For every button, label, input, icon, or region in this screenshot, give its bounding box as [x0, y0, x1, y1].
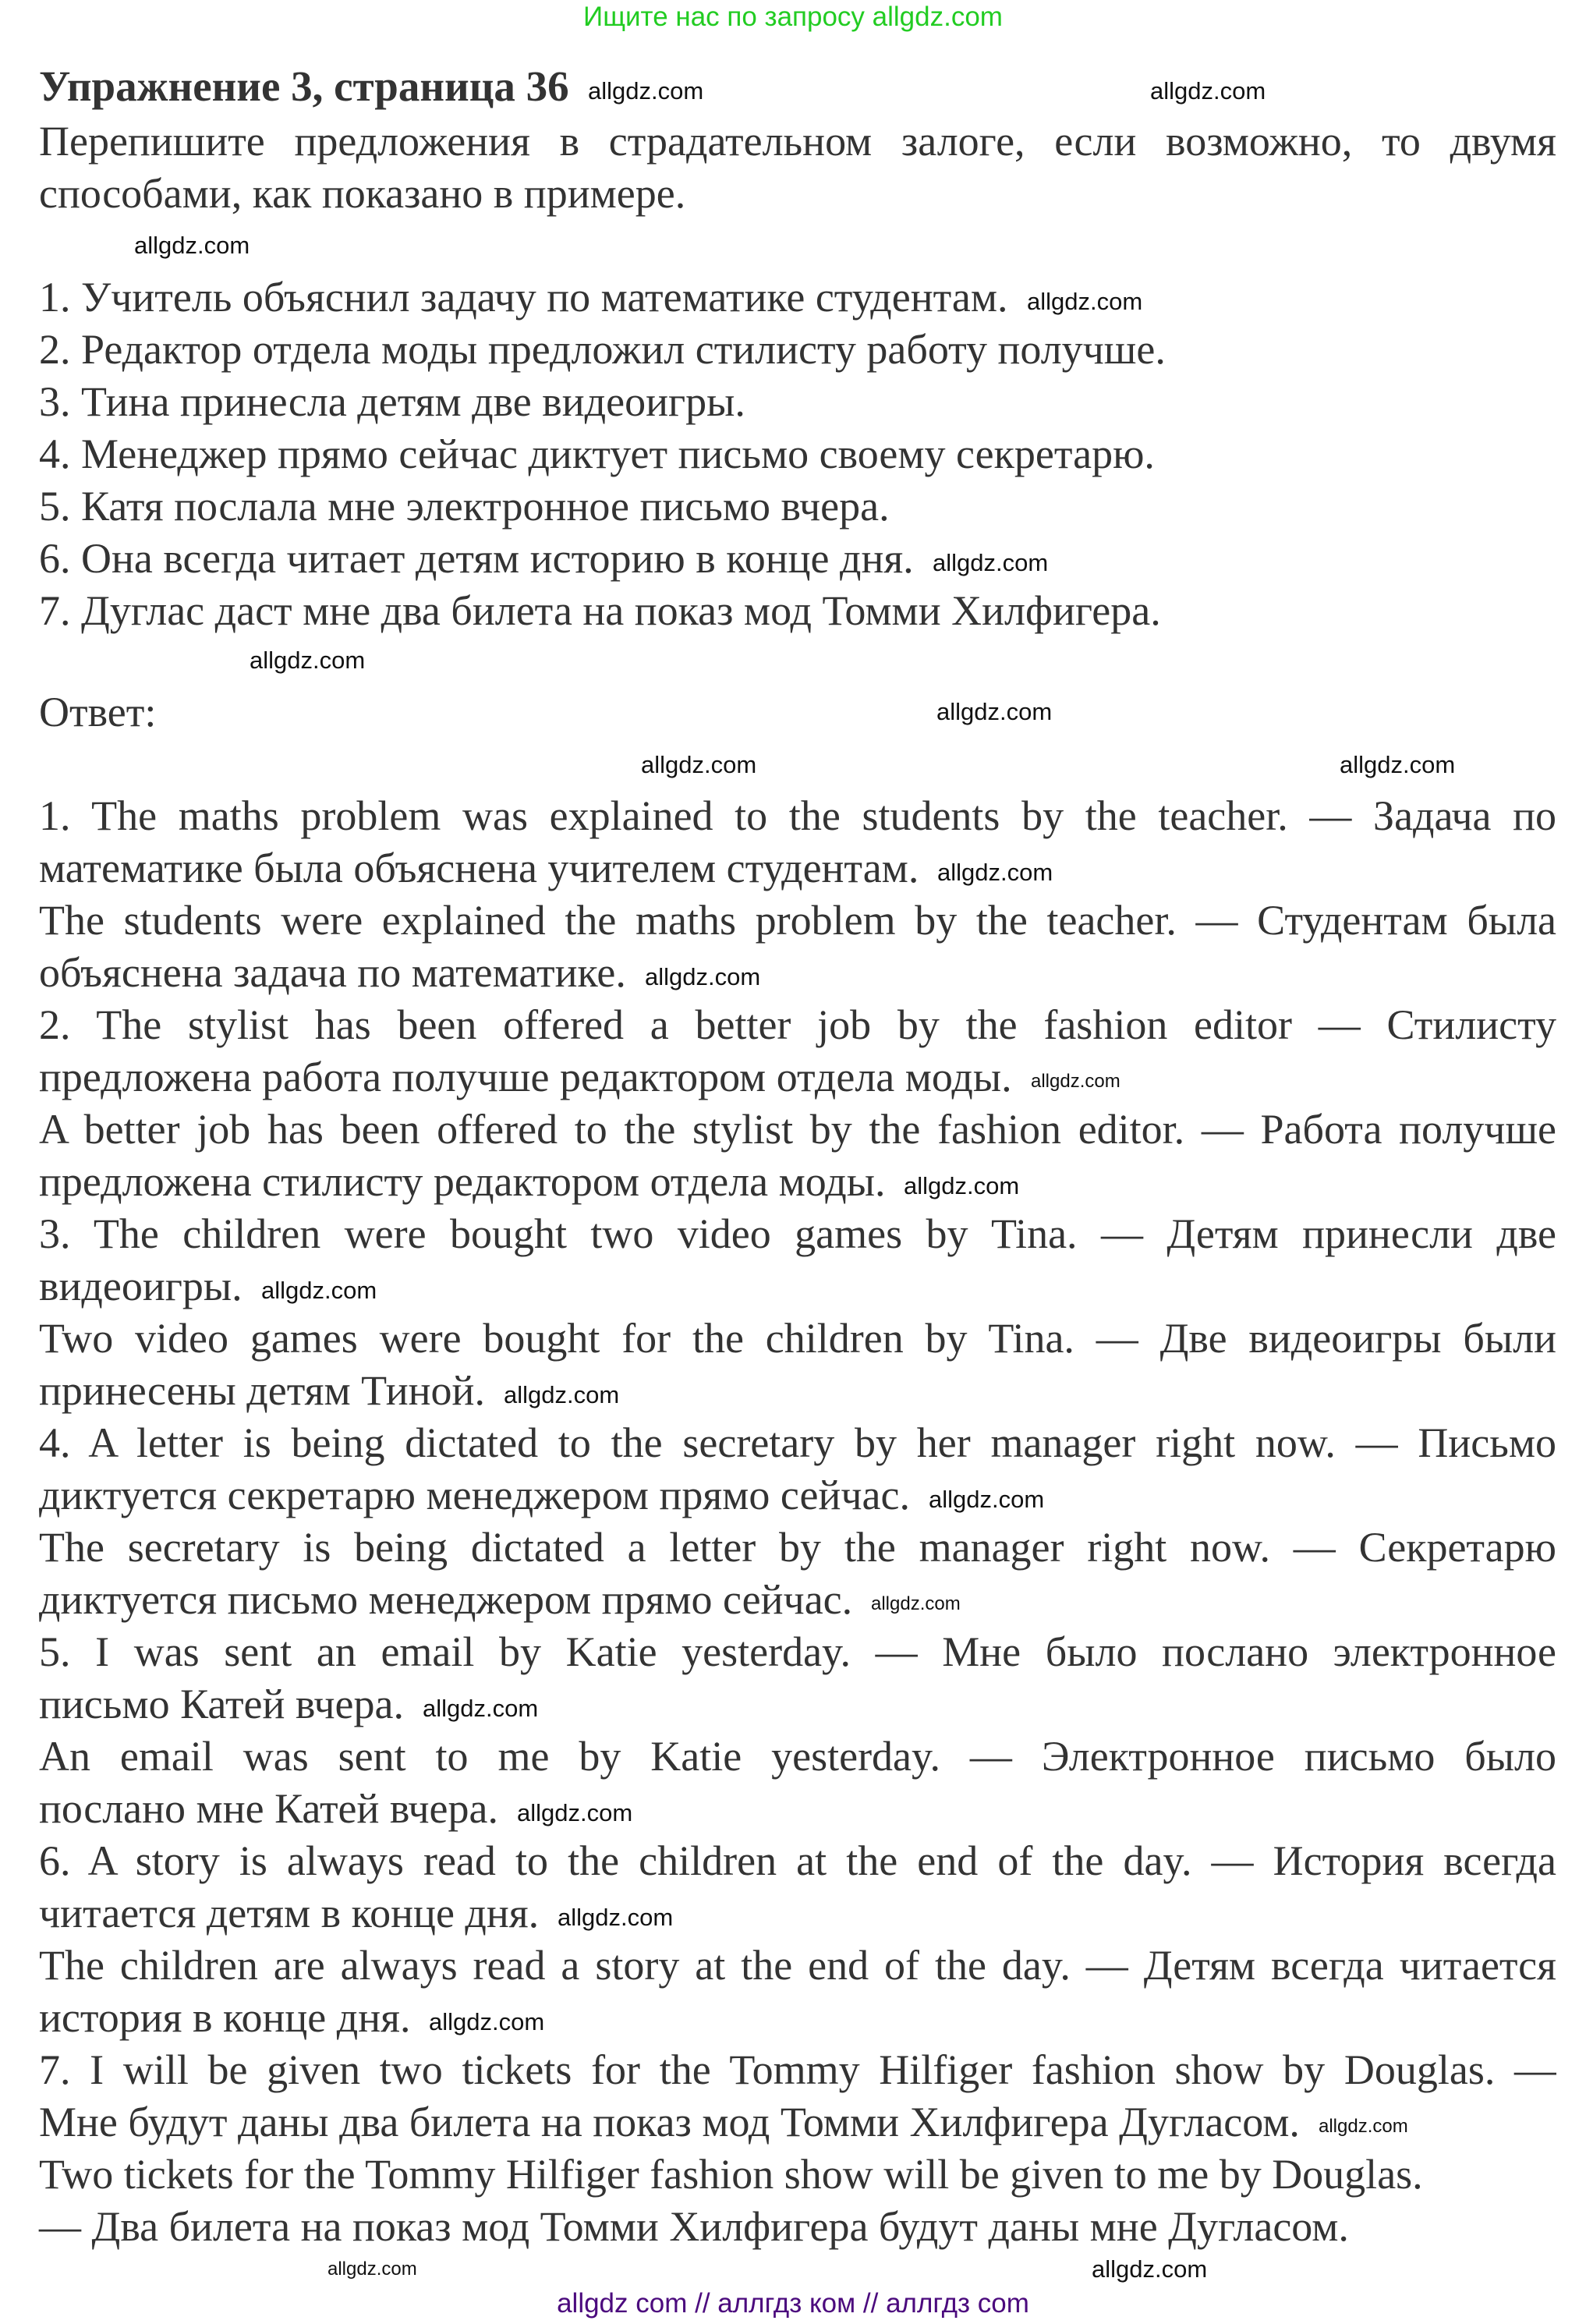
- text-line: предложена работа получше редактором отдела моды.: [39, 1054, 1012, 1100]
- watermark: allgdz.com: [904, 1172, 1020, 1199]
- watermark: allgdz.com: [1340, 751, 1456, 778]
- text-line: The secretary is being dictated a letter by the manager right now. — Секретарю: [39, 1524, 1556, 1571]
- text-line: 2. The stylist has been offered a better job by the fashion editor — Стилисту: [39, 1001, 1556, 1048]
- text-line: история в конце дня.: [39, 1994, 411, 2041]
- text-line: The students were explained the maths problem by the teacher. — Студентам была: [39, 897, 1556, 944]
- top-banner[interactable]: Ищите нас по запросу allgdz.com: [583, 2, 1003, 32]
- watermark: allgdz.com: [134, 232, 250, 259]
- watermark: allgdz.com: [641, 751, 757, 778]
- text-line: диктуется секретарю менеджером прямо сейчас.: [39, 1472, 910, 1518]
- watermark: allgdz.com: [429, 2008, 545, 2035]
- text-line: диктуется письмо менеджером прямо сейчас.: [39, 1576, 853, 1623]
- watermark: allgdz.com: [327, 2258, 417, 2280]
- text-line: 5. Катя послала мне электронное письмо вчера.: [39, 483, 890, 530]
- text-line: 5. I was sent an email by Katie yesterday. — Мне было послано электронное: [39, 1628, 1556, 1675]
- instruction: [39, 115, 1556, 220]
- text-line: послано мне Катей вчера.: [39, 1785, 498, 1832]
- text-line: A better job has been offered to the stylist by the fashion editor. — Работа получше: [39, 1106, 1556, 1153]
- text-line: 3. Тина принесла детям две видеоигры.: [39, 378, 745, 425]
- watermark: allgdz.com: [1092, 2255, 1208, 2283]
- text-line: 6. A story is always read to the children at the end of the day. — История всегда: [39, 1837, 1556, 1884]
- answer-label-block: [39, 686, 1556, 739]
- watermark: allgdz.com: [1150, 77, 1266, 105]
- watermark: allgdz.com: [929, 1486, 1045, 1513]
- exercise-heading: Упражнение 3, страница 36: [39, 62, 569, 110]
- text-line: The children are always read a story at the end of the day. — Детям всегда читается: [39, 1942, 1556, 1989]
- text-line: 2. Редактор отдела моды предложил стилисту работу получше.: [39, 326, 1166, 373]
- watermark: allgdz.com: [504, 1381, 620, 1408]
- text-line: видеоигры.: [39, 1263, 243, 1309]
- watermark: allgdz.com: [645, 963, 761, 990]
- watermark: allgdz.com: [423, 1695, 539, 1722]
- text-line: An email was sent to me by Katie yesterday. — Электронное письмо было: [39, 1733, 1556, 1780]
- watermark: allgdz.com: [250, 647, 366, 674]
- text-line: 4. A letter is being dictated to the secretary by her manager right now. — Письмо: [39, 1419, 1556, 1466]
- answer-label: Ответ:: [39, 689, 157, 735]
- watermark: allgdz.com: [558, 1904, 674, 1931]
- text-line: 7. I will be given two tickets for the Tommy Hilfiger fashion show by Douglas. —: [39, 2046, 1556, 2093]
- text-line: Мне будут даны два билета на показ мод Томми Хилфигера Дугласом.: [39, 2099, 1300, 2145]
- text-line: 6. Она всегда читает детям историю в конце дня.: [39, 535, 914, 582]
- text-line: 4. Менеджер прямо сейчас диктует письмо своему секретарю.: [39, 430, 1155, 477]
- watermark: allgdz.com: [871, 1593, 961, 1614]
- text-line: Two tickets for the Tommy Hilfiger fashion show will be given to me by Douglas.: [39, 2151, 1423, 2198]
- watermark: allgdz.com: [1027, 288, 1143, 315]
- bottom-banner[interactable]: allgdz com // аллгдз ком // аллгдз com: [557, 2288, 1029, 2319]
- answers-list: [39, 790, 1556, 2253]
- text-line: 3. The children were bought two video games by Tina. — Детям принесли две: [39, 1210, 1556, 1257]
- watermark: allgdz.com: [261, 1277, 377, 1304]
- watermark: allgdz.com: [937, 859, 1053, 886]
- text-line: принесены детям Тиной.: [39, 1367, 485, 1414]
- text-line: — Два билета на показ мод Томми Хилфигера будут даны мне Дугласом.: [39, 2203, 1349, 2250]
- text-line: способами, как показано в примере.: [39, 170, 686, 217]
- watermark: allgdz.com: [933, 549, 1049, 576]
- text-line: читается детям в конце дня.: [39, 1890, 540, 1936]
- text-line: Two video games were bought for the children by Tina. — Две видеоигры были: [39, 1315, 1556, 1362]
- watermark: allgdz.com: [1319, 2116, 1408, 2137]
- watermark: allgdz.com: [1031, 1071, 1120, 1092]
- watermark: allgdz.com: [936, 698, 1053, 725]
- text-line: предложена стилисту редактором отдела моды.: [39, 1158, 886, 1205]
- text-line: письмо Катей вчера.: [39, 1681, 404, 1727]
- watermark: allgdz.com: [517, 1799, 633, 1826]
- text-line: 7. Дуглас даст мне два билета на показ мод Томми Хилфигера.: [39, 587, 1161, 634]
- text-line: 1. The maths problem was explained to the students by the teacher. — Задача по: [39, 792, 1556, 839]
- text-line: математике была объяснена учителем студентам.: [39, 845, 919, 891]
- watermark: allgdz.com: [588, 77, 704, 105]
- text-line: объяснена задача по математике.: [39, 949, 626, 996]
- questions-list: [39, 271, 1556, 637]
- text-line: 1. Учитель объяснил задачу по математике студентам.: [39, 274, 1008, 321]
- text-line: Перепишите предложения в страдательном залоге, если возможно, то двумя: [39, 118, 1556, 165]
